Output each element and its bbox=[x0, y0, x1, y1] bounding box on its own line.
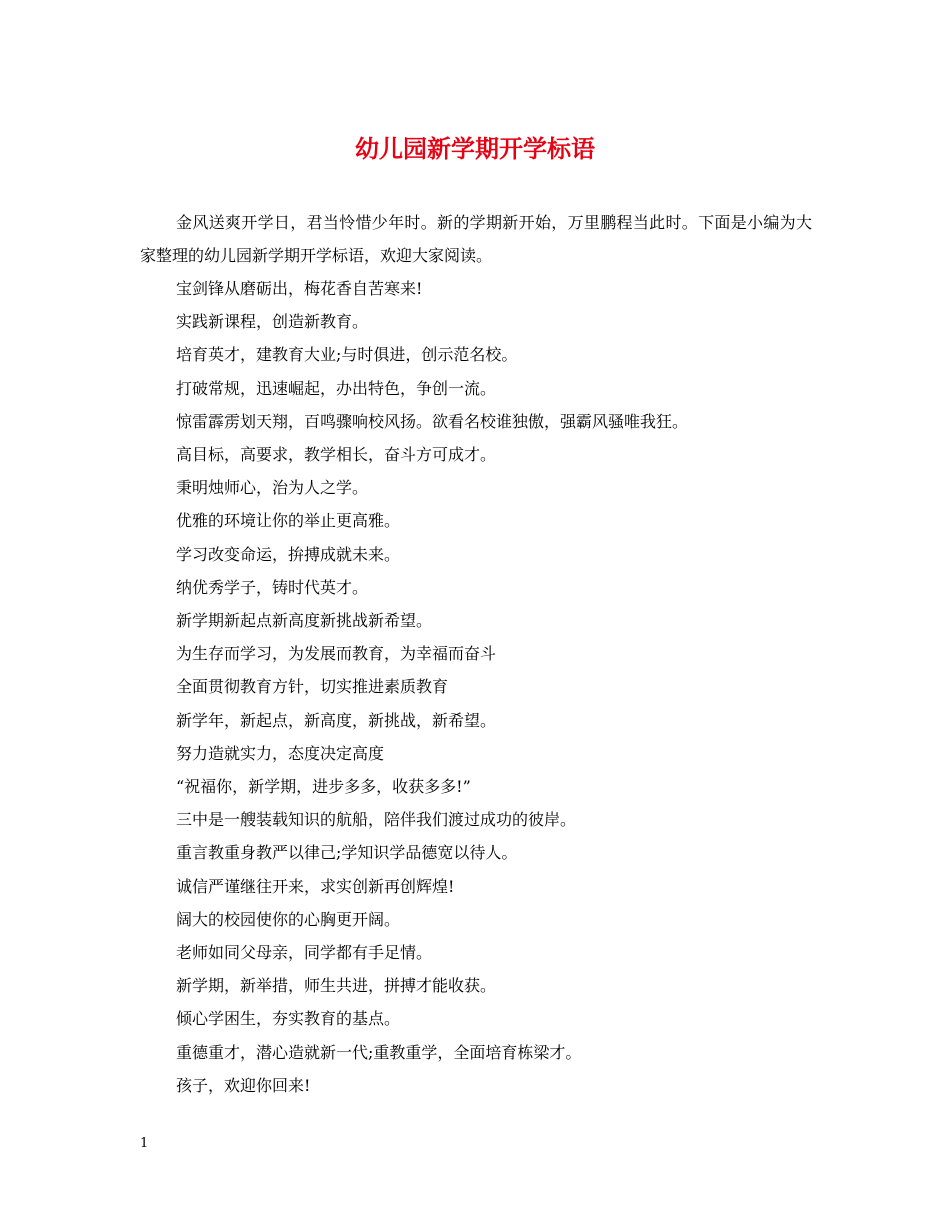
slogan-line: 努力造就实力，态度决定高度 bbox=[176, 743, 385, 763]
slogan-line: 孩子，欢迎你回来! bbox=[176, 1075, 311, 1095]
slogan-line: 学习改变命运，拚搏成就未来。 bbox=[176, 544, 401, 564]
slogan-line: 三中是一艘装载知识的航船，陪伴我们渡过成功的彼岸。 bbox=[176, 810, 577, 830]
slogan-line: 为生存而学习，为发展而教育，为幸福而奋斗 bbox=[176, 644, 497, 664]
slogan-line: 培育英才，建教育大业;与时俱进，创示范名校。 bbox=[176, 345, 518, 365]
slogan-line: 新学期，新举措，师生共进，拼搏才能收获。 bbox=[176, 976, 497, 996]
slogan-line: 重言教重身教严以律己;学知识学品德宽以待人。 bbox=[176, 843, 518, 863]
slogan-line: 秉明烛师心，治为人之学。 bbox=[176, 478, 369, 498]
document-body bbox=[140, 206, 812, 1102]
slogan-line: 阔大的校园使你的心胸更开阔。 bbox=[176, 909, 401, 929]
slogan-line: 倾心学困生，夯实教育的基点。 bbox=[176, 1009, 401, 1029]
slogan-line: 实践新课程，创造新教育。 bbox=[176, 312, 369, 332]
slogan-line: 高目标，高要求，教学相长，奋斗方可成才。 bbox=[176, 445, 497, 465]
page-number: 1 bbox=[140, 1136, 149, 1151]
document-title: 幼儿园新学期开学标语 bbox=[355, 134, 595, 163]
slogan-line: 惊雷霹雳划天翔，百鸣骤响校风扬。欲看名校谁独傲，强霸风骚唯我狂。 bbox=[176, 411, 689, 431]
slogan-line: 诚信严谨继往开来，求实创新再创辉煌! bbox=[176, 876, 455, 896]
slogan-line: 全面贯彻教育方针，切实推进素质教育 bbox=[176, 677, 449, 697]
intro-paragraph: 金风送爽开学日，君当怜惜少年时。新的学期新开始，万里鹏程当此时。下面是小编为大家整理的幼儿园新学期开学标语，欢迎大家阅读。 bbox=[140, 213, 812, 265]
slogan-line: 打破常规，迅速崛起，办出特色，争创一流。 bbox=[176, 378, 497, 398]
slogan-line: 新学期新起点新高度新挑战新希望。 bbox=[176, 611, 433, 631]
slogan-line: 宝剑锋从磨砺出，梅花香自苦寒来! bbox=[176, 279, 423, 298]
slogan-line: 纳优秀学子，铸时代英才。 bbox=[176, 577, 369, 597]
slogan-line: 老师如同父母亲，同学都有手足情。 bbox=[176, 943, 433, 963]
slogan-line: 优雅的环境让你的举止更高雅。 bbox=[176, 511, 401, 531]
slogan-list bbox=[140, 272, 812, 1102]
slogan-line: 新学年，新起点，新高度，新挑战，新希望。 bbox=[176, 710, 497, 730]
slogan-line: “祝福你，新学期，进步多多，收获多多!” bbox=[176, 777, 471, 797]
slogan-line: 重德重才，潜心造就新一代;重教重学，全面培育栋梁才。 bbox=[176, 1042, 582, 1062]
